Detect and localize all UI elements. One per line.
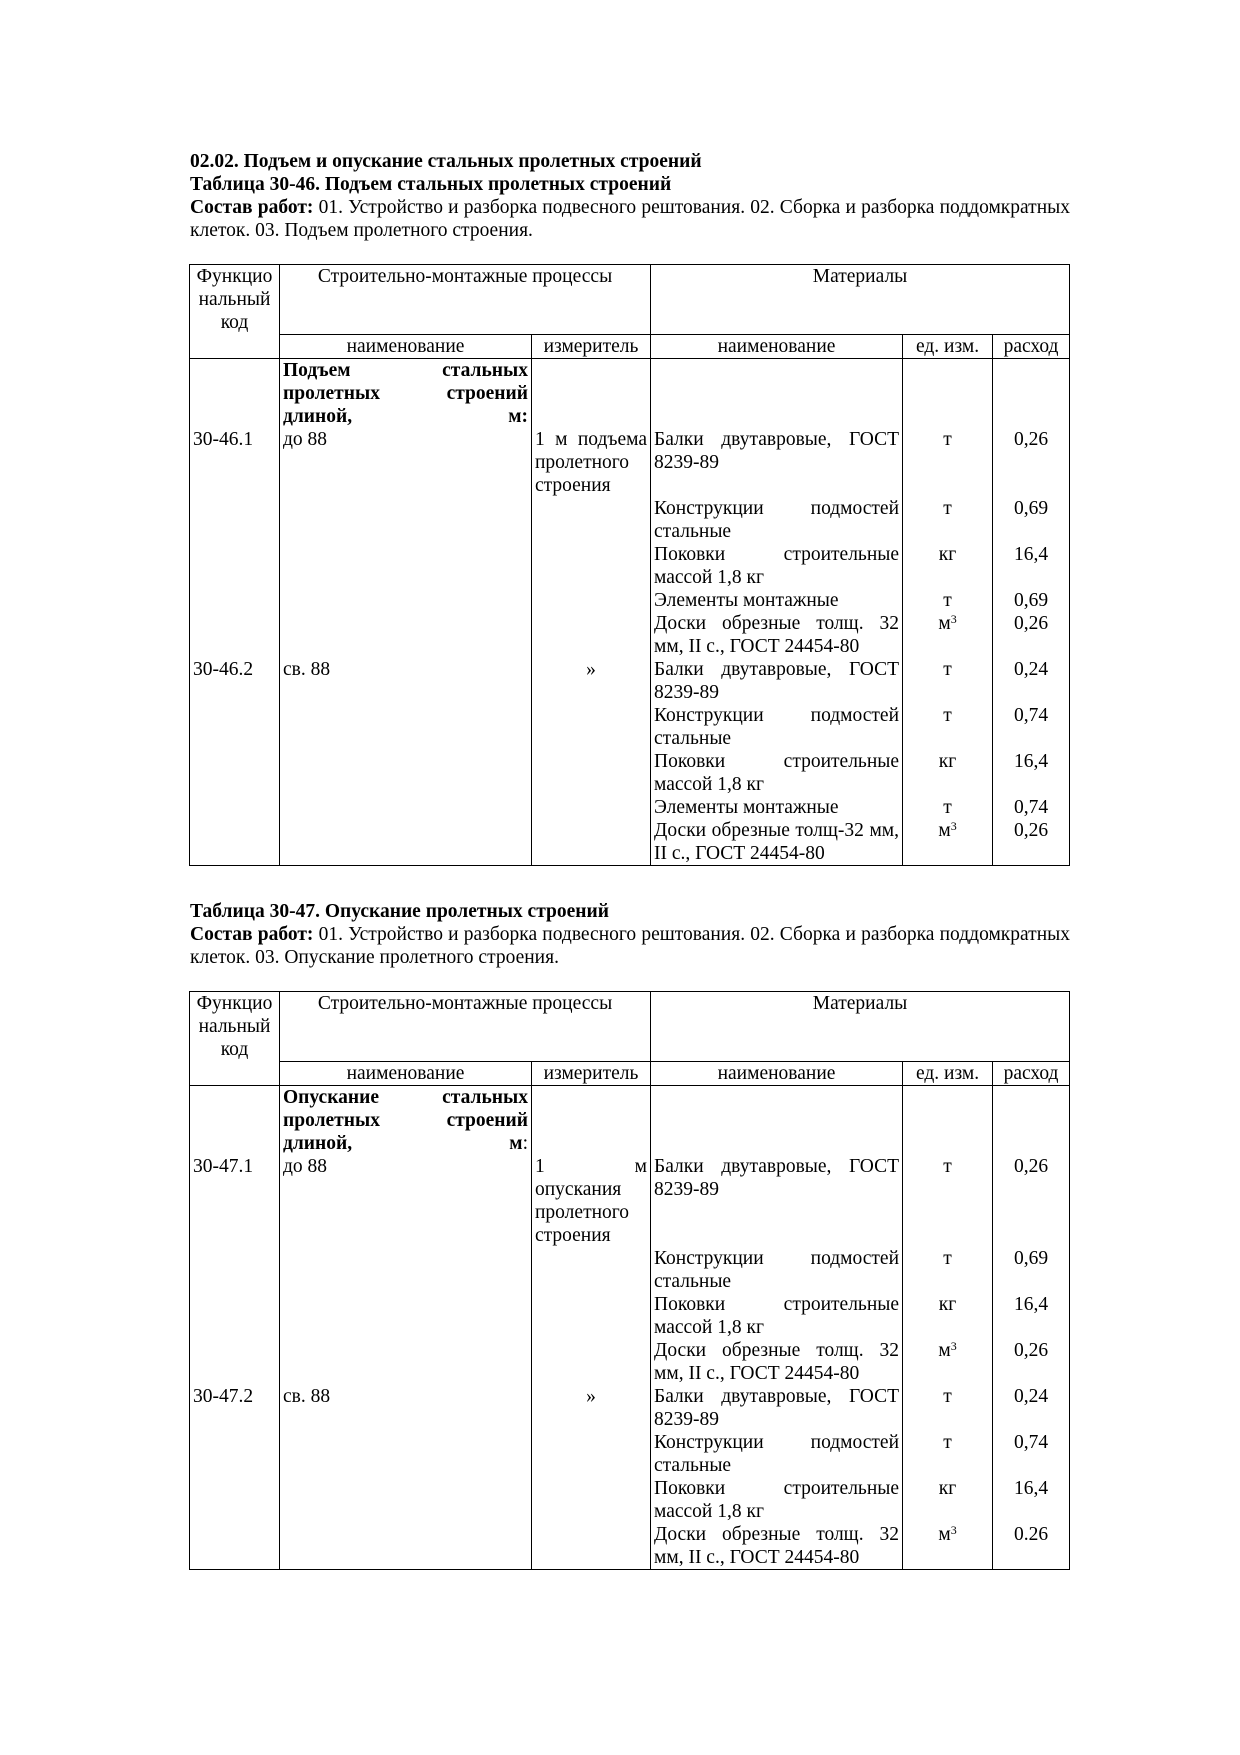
row-material-name-text: Элементы монтажные — [654, 797, 839, 818]
row-process-meter — [532, 750, 651, 796]
row-material-unit — [903, 750, 993, 796]
header-material-qty: расход — [993, 335, 1070, 359]
row-material-unit — [903, 1247, 993, 1293]
row-material-unit — [903, 543, 993, 589]
row-process-name-text: св. 88 — [283, 659, 331, 680]
row-material-unit-text: кг — [938, 1294, 957, 1315]
row-material-name — [651, 1155, 903, 1247]
row-material-unit — [903, 497, 993, 543]
row-material-name-text: Доски обрезные толщ. 32 мм, II с., ГОСТ 24454-80 — [654, 1524, 900, 1568]
work-composition — [190, 923, 1070, 969]
work-composition — [190, 196, 1070, 242]
row-material-name-text: Поковки строительные массой 1,8 кг — [654, 751, 900, 795]
row-material-name — [651, 543, 903, 589]
row-material-name-text: Доски обрезные толщ. 32 мм, II с., ГОСТ 24454-80 — [654, 1340, 900, 1384]
row-material-name-text: Балки двутавровые, ГОСТ 8239-89 — [654, 1386, 900, 1430]
header-materials: Материалы — [651, 265, 1070, 335]
row-material-qty — [993, 1155, 1070, 1247]
row-code — [190, 1247, 280, 1293]
row-material-unit-text: кг — [938, 751, 957, 772]
row-material-qty — [993, 428, 1070, 497]
unit-superscript: 3 — [950, 1523, 957, 1537]
header-process-meter: измеритель — [532, 1062, 651, 1086]
row-material-unit — [903, 612, 993, 658]
row-process-name — [280, 1385, 532, 1431]
row-material-unit — [903, 1293, 993, 1339]
row-material-unit-text: т — [943, 1386, 952, 1407]
header-code: Функцио нальный код — [190, 992, 280, 1086]
row-material-name — [651, 1293, 903, 1339]
table-row — [190, 428, 1070, 497]
row-code — [190, 497, 280, 543]
group-title: Подъем стальных пролетных строений длиной, м: — [280, 359, 532, 429]
table-row — [190, 1293, 1070, 1339]
header-process-meter: измеритель — [532, 335, 651, 359]
row-code — [190, 428, 280, 497]
row-material-name — [651, 750, 903, 796]
row-material-name — [651, 704, 903, 750]
row-material-qty — [993, 1523, 1070, 1570]
work-composition-label: Состав работ: — [190, 924, 314, 945]
header-materials: Материалы — [651, 992, 1070, 1062]
table-row — [190, 819, 1070, 866]
work-composition-text: 01. Устройство и разборка подвесного рештования. 02. Сборка и разборка поддомкратных клеток. 03. Подъем пролетного строения. — [190, 197, 1070, 241]
header-code: Функцио нальный код — [190, 265, 280, 359]
header-material-unit: ед. изм. — [903, 335, 993, 359]
row-material-qty-text: 0.26 — [1013, 1524, 1049, 1545]
row-process-meter — [532, 704, 651, 750]
row-material-name — [651, 1385, 903, 1431]
row-material-unit-text: т — [943, 797, 952, 818]
row-material-name — [651, 1431, 903, 1477]
group-row — [190, 359, 1070, 429]
row-process-name — [280, 1477, 532, 1523]
row-material-unit-text: т — [943, 659, 952, 680]
row-material-name — [651, 1477, 903, 1523]
row-material-qty — [993, 1431, 1070, 1477]
row-material-qty-text: 16,4 — [1013, 544, 1049, 565]
row-material-unit — [903, 819, 993, 866]
row-process-meter — [532, 428, 651, 497]
row-process-name — [280, 1431, 532, 1477]
row-material-unit — [903, 428, 993, 497]
row-process-name — [280, 1339, 532, 1385]
row-material-qty — [993, 1293, 1070, 1339]
row-material-unit — [903, 1339, 993, 1385]
table-row — [190, 543, 1070, 589]
row-material-name-text: Элементы монтажные — [654, 590, 839, 611]
group-title — [280, 1086, 532, 1156]
row-material-unit-text: т — [943, 1432, 952, 1453]
row-process-name — [280, 658, 532, 704]
row-material-name-text: Конструкции подмостей стальные — [654, 498, 900, 542]
group-row — [190, 1086, 1070, 1156]
row-material-qty-text: 0,26 — [1013, 1156, 1049, 1177]
header-material-qty: расход — [993, 1062, 1070, 1086]
row-material-name — [651, 1247, 903, 1293]
group-title-text: Опускание стальных пролетных строений длиной, м — [283, 1087, 528, 1154]
row-process-meter — [532, 1431, 651, 1477]
row-material-unit-text: т — [943, 1156, 952, 1177]
row-material-name-text: Конструкции подмостей стальные — [654, 705, 900, 749]
row-process-meter-text: 1 м опускания пролетного строения — [535, 1156, 648, 1246]
row-material-unit — [903, 658, 993, 704]
table-row — [190, 704, 1070, 750]
row-material-unit-text: м — [938, 613, 951, 634]
row-material-name — [651, 819, 903, 866]
row-material-qty-text: 0,69 — [1013, 498, 1049, 519]
row-process-name — [280, 497, 532, 543]
row-material-unit-text: м — [938, 1340, 951, 1361]
table-row — [190, 1339, 1070, 1385]
row-process-name — [280, 428, 532, 497]
row-code — [190, 1155, 280, 1247]
row-material-name-text: Поковки строительные массой 1,8 кг — [654, 544, 900, 588]
row-material-unit — [903, 1385, 993, 1431]
row-code-text: 30-47.2 — [193, 1386, 254, 1407]
row-material-name — [651, 497, 903, 543]
row-code — [190, 750, 280, 796]
row-process-name — [280, 589, 532, 612]
row-material-qty-text: 16,4 — [1013, 1294, 1049, 1315]
row-code — [190, 1385, 280, 1431]
unit-superscript: 3 — [950, 612, 957, 626]
row-material-name-text: Балки двутавровые, ГОСТ 8239-89 — [654, 659, 900, 703]
row-material-qty-text: 0,74 — [1013, 1432, 1049, 1453]
row-material-name-text: Поковки строительные массой 1,8 кг — [654, 1294, 900, 1338]
row-material-qty-text: 0,26 — [1013, 613, 1049, 634]
row-material-qty-text: 16,4 — [1013, 1478, 1049, 1499]
row-material-unit-text: т — [943, 705, 952, 726]
table-row — [190, 1477, 1070, 1523]
row-material-qty-text: 0,69 — [1013, 1248, 1049, 1269]
row-material-unit-text: т — [943, 1248, 952, 1269]
row-material-unit-text: м — [938, 1524, 951, 1545]
table-row — [190, 796, 1070, 819]
row-material-name-text: Конструкции подмостей стальные — [654, 1432, 900, 1476]
row-process-meter — [532, 1385, 651, 1431]
row-material-unit — [903, 589, 993, 612]
row-code — [190, 819, 280, 866]
row-material-name-text: Доски обрезные толщ-32 мм, II с., ГОСТ 24454-80 — [654, 820, 900, 864]
work-composition-text: 01. Устройство и разборка подвесного рештования. 02. Сборка и разборка поддомкратных клеток. 03. Опускание пролетного строения. — [190, 924, 1070, 968]
row-material-qty — [993, 589, 1070, 612]
table-row — [190, 658, 1070, 704]
row-material-unit-text: т — [943, 590, 952, 611]
header-process-name: наименование — [280, 335, 532, 359]
row-process-meter — [532, 796, 651, 819]
row-material-qty-text: 0,26 — [1013, 429, 1049, 450]
row-process-meter — [532, 658, 651, 704]
table-row — [190, 1155, 1070, 1247]
row-material-name — [651, 612, 903, 658]
row-process-name — [280, 1155, 532, 1247]
row-material-qty — [993, 1385, 1070, 1431]
row-material-unit — [903, 1155, 993, 1247]
row-material-qty — [993, 1477, 1070, 1523]
row-material-qty-text: 0,24 — [1013, 1386, 1049, 1407]
table-row — [190, 612, 1070, 658]
row-code — [190, 1477, 280, 1523]
row-material-qty — [993, 658, 1070, 704]
table-row — [190, 750, 1070, 796]
row-process-meter — [532, 497, 651, 543]
table-row — [190, 1523, 1070, 1570]
row-material-name — [651, 589, 903, 612]
row-material-qty-text: 16,4 — [1013, 751, 1049, 772]
row-process-meter — [532, 1293, 651, 1339]
row-code — [190, 796, 280, 819]
row-code — [190, 589, 280, 612]
row-code — [190, 1293, 280, 1339]
row-material-qty — [993, 704, 1070, 750]
row-process-name-text: до 88 — [283, 1156, 328, 1177]
table-row — [190, 1431, 1070, 1477]
row-code — [190, 543, 280, 589]
row-process-name — [280, 1293, 532, 1339]
row-material-name — [651, 428, 903, 497]
header-material-unit: ед. изм. — [903, 1062, 993, 1086]
group-title-suffix: : — [522, 1133, 528, 1154]
row-process-meter-text: » — [586, 1386, 596, 1407]
row-material-qty-text: 0,74 — [1013, 797, 1049, 818]
section-heading: 02.02. Подъем и опускание стальных пролетных строений — [190, 151, 702, 172]
row-material-name-text: Балки двутавровые, ГОСТ 8239-89 — [654, 429, 900, 473]
row-process-name — [280, 1247, 532, 1293]
table-title: Таблица 30-46. Подъем стальных пролетных строений — [190, 174, 672, 195]
row-process-meter — [532, 589, 651, 612]
row-material-name — [651, 658, 903, 704]
row-material-name-text: Доски обрезные толщ. 32 мм, II с., ГОСТ 24454-80 — [654, 613, 900, 657]
row-material-unit — [903, 1477, 993, 1523]
table-row — [190, 589, 1070, 612]
row-process-name-text: до 88 — [283, 429, 328, 450]
row-process-name — [280, 796, 532, 819]
row-material-qty-text: 0,24 — [1013, 659, 1049, 680]
row-material-unit-text: кг — [938, 1478, 957, 1499]
header-process-name: наименование — [280, 1062, 532, 1086]
row-material-unit — [903, 1431, 993, 1477]
row-process-meter-text: 1 м подъема пролетного строения — [535, 429, 648, 496]
table-row — [190, 497, 1070, 543]
row-process-name — [280, 1523, 532, 1570]
row-code — [190, 658, 280, 704]
row-material-qty — [993, 819, 1070, 866]
row-code — [190, 1431, 280, 1477]
row-material-name-text: Конструкции подмостей стальные — [654, 1248, 900, 1292]
row-material-unit — [903, 796, 993, 819]
header-material-name: наименование — [651, 335, 903, 359]
row-material-unit-text: т — [943, 429, 952, 450]
row-material-name-text: Поковки строительные массой 1,8 кг — [654, 1478, 900, 1522]
row-code — [190, 1523, 280, 1570]
unit-superscript: 3 — [950, 819, 957, 833]
row-process-name-text: св. 88 — [283, 1386, 331, 1407]
row-material-name-text: Балки двутавровые, ГОСТ 8239-89 — [654, 1156, 900, 1200]
row-process-name — [280, 543, 532, 589]
row-material-qty — [993, 1339, 1070, 1385]
norm-table — [189, 264, 1070, 866]
row-code — [190, 1339, 280, 1385]
row-code — [190, 704, 280, 750]
row-material-unit-text: м — [938, 820, 951, 841]
work-composition-label: Состав работ: — [190, 197, 314, 218]
row-process-meter — [532, 1339, 651, 1385]
row-material-qty — [993, 497, 1070, 543]
row-material-qty — [993, 612, 1070, 658]
row-process-meter — [532, 819, 651, 866]
row-material-unit — [903, 1523, 993, 1570]
row-material-unit-text: т — [943, 498, 952, 519]
row-material-qty — [993, 796, 1070, 819]
row-process-name — [280, 819, 532, 866]
header-material-name: наименование — [651, 1062, 903, 1086]
row-process-meter — [532, 1477, 651, 1523]
row-process-name — [280, 750, 532, 796]
table-row — [190, 1385, 1070, 1431]
row-code-text: 30-46.2 — [193, 659, 254, 680]
row-material-name — [651, 1523, 903, 1570]
header-processes: Строительно-монтажные процессы — [280, 992, 651, 1062]
row-code — [190, 612, 280, 658]
row-process-meter — [532, 1155, 651, 1247]
row-code-text: 30-47.1 — [193, 1156, 254, 1177]
row-code-text: 30-46.1 — [193, 429, 254, 450]
row-material-qty — [993, 750, 1070, 796]
table-row — [190, 1247, 1070, 1293]
row-process-meter — [532, 1247, 651, 1293]
row-material-unit-text: кг — [938, 544, 957, 565]
row-process-name — [280, 704, 532, 750]
row-material-name — [651, 1339, 903, 1385]
row-material-qty-text: 0,69 — [1013, 590, 1049, 611]
row-process-meter — [532, 612, 651, 658]
norm-table — [189, 991, 1070, 1570]
document-page — [190, 150, 1070, 1570]
row-material-qty — [993, 1247, 1070, 1293]
row-material-name — [651, 796, 903, 819]
row-material-qty-text: 0,26 — [1013, 820, 1049, 841]
row-material-unit — [903, 704, 993, 750]
row-material-qty-text: 0,26 — [1013, 1340, 1049, 1361]
row-material-qty — [993, 543, 1070, 589]
row-process-meter-text: » — [586, 659, 596, 680]
unit-superscript: 3 — [950, 1339, 957, 1353]
header-processes: Строительно-монтажные процессы — [280, 265, 651, 335]
table-title: Таблица 30-47. Опускание пролетных строений — [190, 901, 609, 922]
row-process-meter — [532, 543, 651, 589]
row-material-qty-text: 0,74 — [1013, 705, 1049, 726]
row-process-meter — [532, 1523, 651, 1570]
row-process-name — [280, 612, 532, 658]
